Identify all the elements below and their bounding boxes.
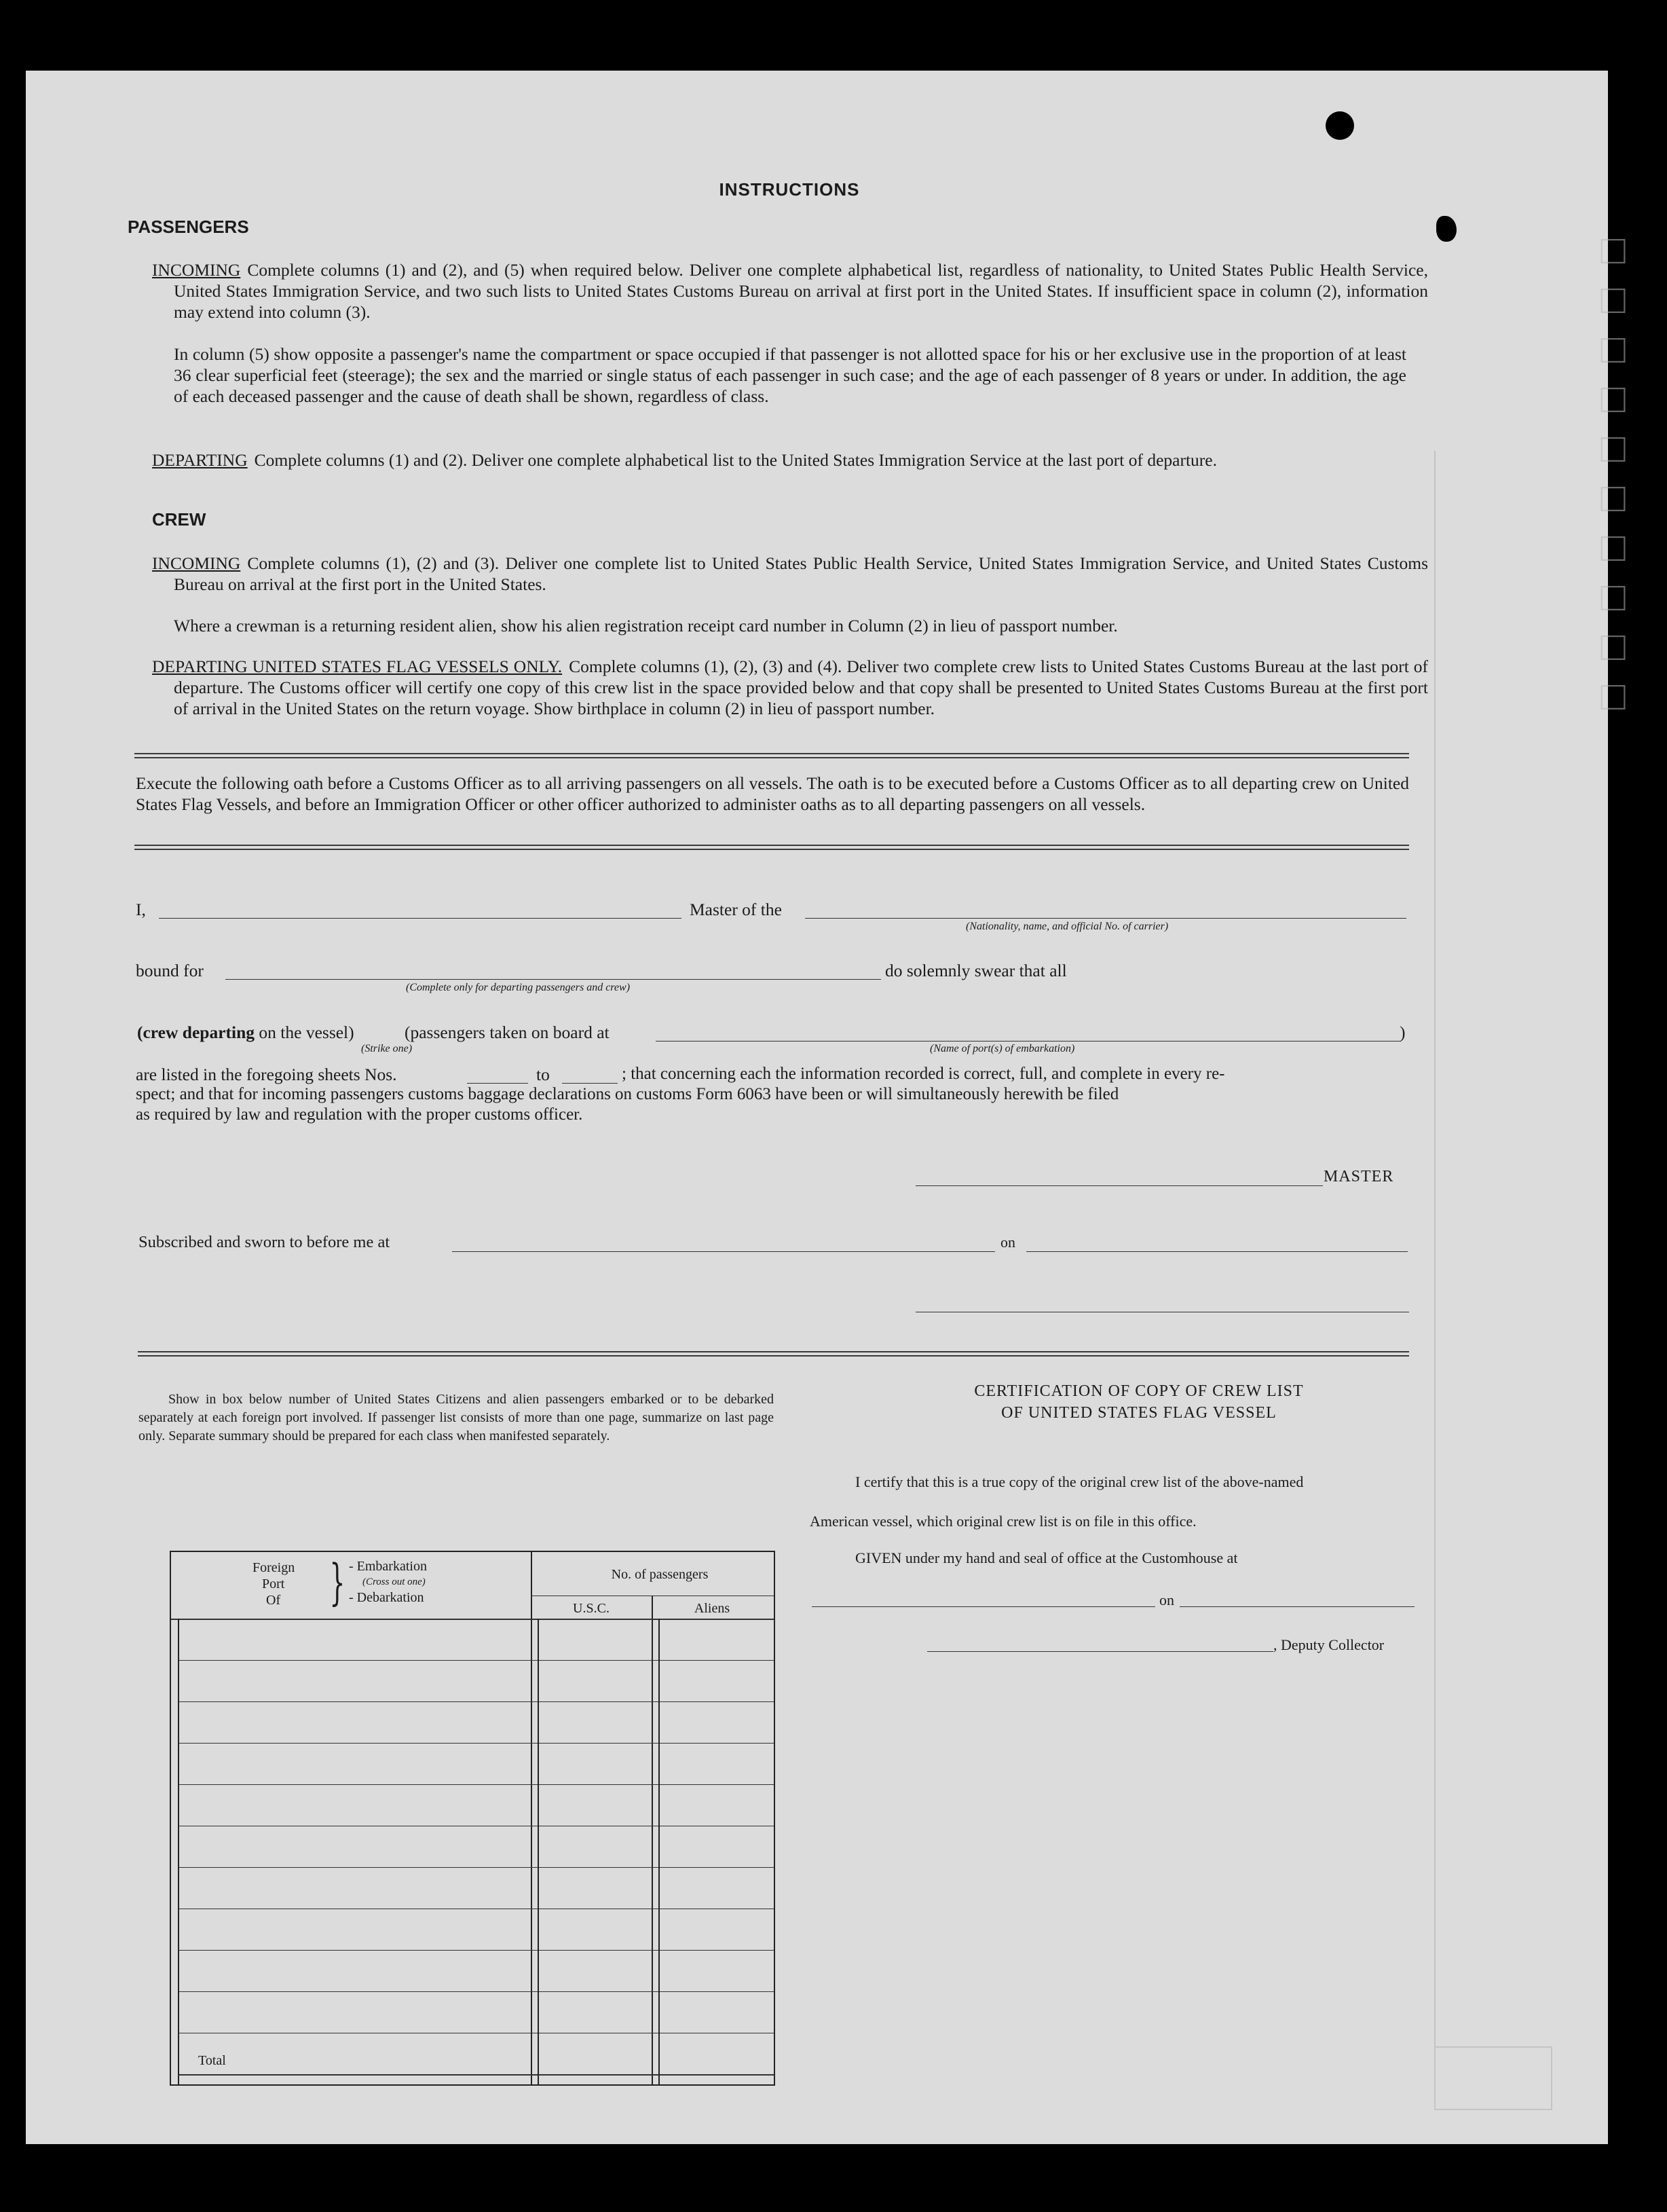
table-row-rule [178,1991,774,1992]
master-of-label: Master of the [690,900,782,919]
to-text: to [536,1065,550,1084]
no-passengers-label: No. of passengers [611,1567,709,1582]
usc-label: U.S.C. [573,1601,610,1616]
total-label: Total [198,2053,226,2068]
crew-incoming-label: INCOMING [152,553,241,573]
table-row-rule [178,1701,774,1702]
inner-aliens-rule [658,1619,660,2084]
column5-text: In column (5) show opposite a passenger's name the compartment or space occupied if that passenger is not allotted space for his or her exclusive use in the proportion of at least 36 clear superficial feet (steerage); the sex and the married or single status of each passenger in such case; and the age of each passenger of 8 years or under. In addition, the age of each deceased passenger and the cause of death shall be shown, regardless of class. [174,344,1406,406]
crew-departing-label: DEPARTING UNITED STATES FLAG VESSELS ONLY. [152,657,563,676]
crew-departing-instructions [152,656,1428,719]
concerning-text: ; that concerning each the information recorded is correct, full, and complete in every re- [622,1065,1225,1083]
column-divider [652,1596,653,2084]
aliens-label: Aliens [694,1601,730,1616]
bound-for-label: bound for [136,961,204,980]
master-signature-line[interactable] [916,1185,1323,1186]
section-divider [138,1351,1409,1357]
debarkation-label: - Debarkation [349,1590,424,1605]
customhouse-line[interactable] [812,1606,1155,1607]
table-row-rule [178,1784,774,1785]
bleed-through-box [1434,2046,1552,2110]
passengers-incoming-instructions [152,259,1428,322]
bleed-through-rule [1434,451,1436,2094]
column5-instructions [174,344,1406,407]
inner-left-rule [178,1619,179,2084]
certify-line-2: American vessel, which original crew list is on file in this office. [810,1513,1197,1530]
foreign-label: Foreign [252,1560,295,1575]
certification-heading-2: OF UNITED STATES FLAG VESSEL [1001,1404,1277,1422]
listed-text: are listed in the foregoing sheets Nos. [136,1065,397,1084]
certification-heading-1: CERTIFICATION OF COPY OF CREW LIST [974,1382,1304,1400]
passengers-departing-label: DEPARTING [152,450,248,470]
table-row-rule [178,1743,774,1744]
crew-departing-text: (crew departing [137,1022,255,1042]
bound-for-caption: (Complete only for departing passengers and crew) [406,982,631,993]
close-paren: ) [1400,1022,1406,1042]
section-divider [134,753,1409,758]
on-vessel-text: on the vessel) [259,1022,354,1042]
inner-bottom-rule [178,2075,774,2076]
crew-alien-text: Where a crewman is a returning resident alien, show his alien registration receipt card number in Column (2) in lieu of passport number. [174,616,1118,635]
column-divider [531,1552,532,2084]
summary-instruction [138,1390,774,1445]
brace-icon: } [329,1553,345,1610]
port-label: Port [262,1577,285,1591]
section-divider [134,845,1409,850]
ports-embarkation-line[interactable] [656,1041,1401,1042]
bound-for-line[interactable] [225,979,881,980]
deputy-signature-line[interactable] [927,1651,1273,1652]
inner-usc-rule [538,1619,539,2084]
page-title: INSTRUCTIONS [719,179,860,200]
bleed-through-marks: □□□□□□□□□□ [1590,227,1636,722]
crew-incoming-text: Complete columns (1), (2) and (3). Deliver one complete list to United States Public Health Service, United States Immigration Service, and United States Customs Bureau on arrival at the first port in the United States. [174,553,1428,594]
passengers-taken-label: (passengers taken on board at [405,1022,610,1042]
oath-instruction: Execute the following oath before a Customs Officer as to all arriving passengers on all vessels. The oath is to be executed before a Customs Officer as to all departing crew on United States Flag Vessels, and before an Immigration Officer or other officer authorized to administer oaths as to all departing passengers on all vessels. [136,773,1409,814]
master-label: MASTER [1324,1168,1394,1185]
crew-heading: CREW [152,509,206,530]
ports-caption: (Name of port(s) of embarkation) [930,1043,1075,1054]
oath-i: I, [136,900,146,919]
form-sheet [26,71,1636,2144]
oath-line-3: as required by law and regulation with the proper customs officer. [136,1105,583,1124]
embarkation-label: - Embarkation [349,1559,427,1574]
oath-line-2: spect; and that for incoming passengers customs baggage declarations on customs Form 6063 have been or will simultaneously herewith be filed [136,1085,1119,1103]
table-row-rule [178,1660,774,1661]
punch-hole [1436,216,1457,242]
subscribed-place-line[interactable] [452,1251,995,1252]
swear-text: do solemnly swear that all [885,961,1067,980]
subscribed-on-label: on [1000,1234,1015,1251]
cert-on-label: on [1159,1591,1174,1608]
master-name-line[interactable] [159,918,681,919]
subscribed-date-line[interactable] [1026,1251,1408,1252]
punch-hole [1326,111,1354,140]
cert-date-line[interactable] [1180,1606,1415,1607]
of-label: Of [266,1593,281,1608]
passengers-heading: PASSENGERS [128,217,249,237]
given-line: GIVEN under my hand and seal of office at the Customhouse at [855,1549,1238,1566]
sheet-to-line[interactable] [562,1083,618,1084]
crew-departing-option [137,1022,354,1043]
table-row-rule [178,1867,774,1868]
deputy-collector-label: , Deputy Collector [1273,1636,1385,1653]
passengers-departing-text: Complete columns (1) and (2). Deliver one complete alphabetical list to the United States Immigration Service at the last port of departure. [254,450,1217,470]
header-bottom-rule [171,1619,774,1620]
subscribed-label: Subscribed and sworn to before me at [138,1233,390,1251]
crew-incoming-instructions [152,553,1428,595]
passengers-incoming-label: INCOMING [152,260,241,280]
crew-alien-instructions [174,615,1406,636]
crew-departing-text: Complete columns (1), (2), (3) and (4). Deliver two complete crew lists to United States Customs Bureau at the last port of departure. The Customs officer will certify one copy of this crew list in the space provided below and that copy shall be presented to United States Customs Bureau at the first port of arrival in the United States on the return voyage. Show birthplace in column (2) in lieu of passport number. [174,657,1428,718]
table-row-rule [178,1950,774,1951]
carrier-caption: (Nationality, name, and official No. of carrier) [966,921,1169,932]
sheet-from-line[interactable] [467,1083,528,1084]
passengers-incoming-text: Complete columns (1) and (2), and (5) when required below. Deliver one complete alphabetical list, regardless of nationality, to United States Public Health Service, United States Immigration Service, and two such lists to United States Customs Bureau on arrival at first port in the United States. If insufficient space in column (2), information may extend into column (3). [174,260,1428,322]
strike-caption: (Strike one) [361,1043,413,1054]
passenger-summary-table [170,1551,775,2086]
passengers-departing-instructions [152,449,1428,471]
carrier-line[interactable] [805,918,1406,919]
summary-instruction-text: Show in box below number of United States Citizens and alien passengers embarked or to be debarked separately at each foreign port involved. If passenger list consists of more than one page, summarize on last page only. Separate summary should be prepared for each class when manifested separately. [138,1392,774,1443]
cross-out-caption: (Cross out one) [362,1577,426,1587]
certify-line-1: I certify that this is a true copy of the original crew list of the above-named [855,1473,1304,1490]
